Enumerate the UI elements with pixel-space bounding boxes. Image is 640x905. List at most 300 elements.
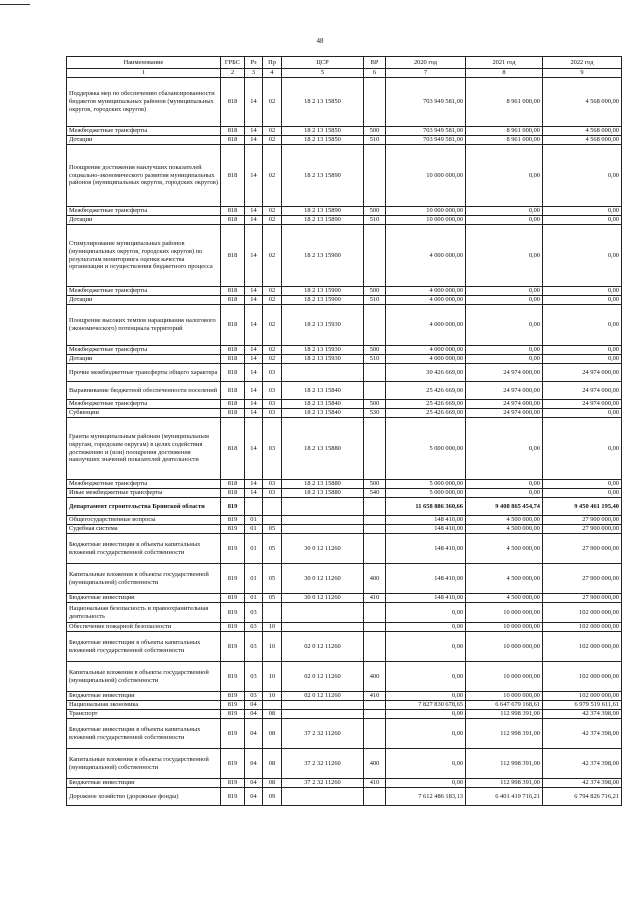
- row-name-cell: Общегосударственные вопросы: [67, 516, 221, 525]
- row-grbs-cell: 818: [221, 225, 245, 287]
- row-csr-cell: 18 2 13 15850: [282, 136, 364, 145]
- row-grbs-cell: 818: [221, 346, 245, 355]
- row-rz-cell: 01: [245, 516, 263, 525]
- row-name-cell: Бюджетные инвестиции в объекты капитальных вложений государственной собственности: [67, 534, 221, 564]
- row-2020-cell: 148 410,00: [386, 534, 466, 564]
- row-rz-cell: 14: [245, 136, 263, 145]
- col-number: 5: [282, 69, 364, 78]
- row-grbs-cell: 818: [221, 78, 245, 127]
- row-vr-cell: [364, 701, 386, 710]
- row-2022-cell: 4 568 000,00: [543, 127, 622, 136]
- row-vr-cell: [364, 498, 386, 516]
- row-2022-cell: 4 568 000,00: [543, 78, 622, 127]
- row-pr-cell: 10: [263, 632, 282, 662]
- row-2020-cell: 4 000 000,00: [386, 287, 466, 296]
- row-vr-cell: [364, 525, 386, 534]
- row-grbs-cell: 818: [221, 305, 245, 346]
- row-name-cell: Межбюджетные трансферты: [67, 287, 221, 296]
- row-csr-cell: 02 0 12 11260: [282, 692, 364, 701]
- table-row: [67, 480, 622, 489]
- row-vr-cell: [364, 145, 386, 207]
- row-vr-cell: [364, 418, 386, 480]
- col-header-2021: 2021 год: [466, 57, 543, 69]
- table-row: [67, 216, 622, 225]
- row-csr-cell: 18 2 13 15900: [282, 287, 364, 296]
- table-row: [67, 78, 622, 127]
- row-csr-cell: 37 2 32 11260: [282, 719, 364, 749]
- row-pr-cell: 05: [263, 525, 282, 534]
- table-row: [67, 534, 622, 564]
- row-2022-cell: 0,00: [543, 145, 622, 207]
- row-name-cell: Департамент строительства Брянской области: [67, 498, 221, 516]
- row-rz-cell: 14: [245, 480, 263, 489]
- row-grbs-cell: 819: [221, 788, 245, 806]
- row-rz-cell: 14: [245, 207, 263, 216]
- row-pr-cell: 02: [263, 346, 282, 355]
- row-pr-cell: 08: [263, 749, 282, 779]
- row-vr-cell: 400: [364, 662, 386, 692]
- row-2020-cell: 703 949 581,00: [386, 136, 466, 145]
- row-vr-cell: 410: [364, 779, 386, 788]
- row-csr-cell: [282, 623, 364, 632]
- row-pr-cell: 10: [263, 662, 282, 692]
- row-name-cell: Обеспечение пожарной безопасности: [67, 623, 221, 632]
- row-csr-cell: 18 2 13 15890: [282, 216, 364, 225]
- row-2020-cell: 11 658 886 360,66: [386, 498, 466, 516]
- row-vr-cell: [364, 632, 386, 662]
- column-number-row: [67, 69, 622, 78]
- row-grbs-cell: 819: [221, 525, 245, 534]
- row-rz-cell: 04: [245, 719, 263, 749]
- row-pr-cell: 10: [263, 692, 282, 701]
- row-vr-cell: 400: [364, 749, 386, 779]
- row-2020-cell: 7 612 486 183,13: [386, 788, 466, 806]
- row-2022-cell: 0,00: [543, 287, 622, 296]
- row-csr-cell: 18 2 13 15900: [282, 225, 364, 287]
- table-row: [67, 662, 622, 692]
- row-rz-cell: 14: [245, 355, 263, 364]
- row-2022-cell: 0,00: [543, 216, 622, 225]
- row-2020-cell: 4 000 000,00: [386, 225, 466, 287]
- budget-table: [66, 56, 622, 806]
- row-name-cell: Бюджетные инвестиции: [67, 692, 221, 701]
- col-number: 4: [263, 69, 282, 78]
- row-2022-cell: 24 974 000,00: [543, 400, 622, 409]
- row-grbs-cell: 818: [221, 489, 245, 498]
- row-grbs-cell: 818: [221, 382, 245, 400]
- row-2020-cell: 4 000 000,00: [386, 296, 466, 305]
- row-2022-cell: 42 374 398,00: [543, 719, 622, 749]
- row-csr-cell: 18 2 13 15840: [282, 382, 364, 400]
- row-2022-cell: 4 568 000,00: [543, 136, 622, 145]
- row-2021-cell: 4 500 000,00: [466, 534, 543, 564]
- row-rz-cell: 03: [245, 623, 263, 632]
- row-grbs-cell: 819: [221, 701, 245, 710]
- row-vr-cell: 500: [364, 400, 386, 409]
- row-csr-cell: 18 2 13 15900: [282, 296, 364, 305]
- row-csr-cell: [282, 516, 364, 525]
- row-2021-cell: 0,00: [466, 287, 543, 296]
- row-2022-cell: 0,00: [543, 225, 622, 287]
- row-grbs-cell: 819: [221, 692, 245, 701]
- row-name-cell: Межбюджетные трансферты: [67, 207, 221, 216]
- row-vr-cell: 400: [364, 564, 386, 594]
- row-name-cell: Дорожное хозяйство (дорожные фонды): [67, 788, 221, 806]
- row-2021-cell: 6 647 679 168,61: [466, 701, 543, 710]
- row-2020-cell: 25 426 669,00: [386, 400, 466, 409]
- row-rz-cell: 03: [245, 632, 263, 662]
- row-csr-cell: 18 2 13 15850: [282, 78, 364, 127]
- row-vr-cell: 510: [364, 216, 386, 225]
- header-row: [67, 57, 622, 69]
- row-pr-cell: [263, 603, 282, 623]
- row-2021-cell: 8 961 000,00: [466, 127, 543, 136]
- col-number: 7: [386, 69, 466, 78]
- row-name-cell: Межбюджетные трансферты: [67, 346, 221, 355]
- row-2021-cell: 10 000 000,00: [466, 692, 543, 701]
- table-row: [67, 409, 622, 418]
- row-2021-cell: 8 961 000,00: [466, 78, 543, 127]
- row-rz-cell: 04: [245, 779, 263, 788]
- row-2022-cell: 0,00: [543, 418, 622, 480]
- row-vr-cell: [364, 719, 386, 749]
- row-2020-cell: 5 000 000,00: [386, 418, 466, 480]
- row-vr-cell: [364, 788, 386, 806]
- row-grbs-cell: 819: [221, 498, 245, 516]
- row-rz-cell: 14: [245, 78, 263, 127]
- row-pr-cell: 03: [263, 480, 282, 489]
- row-name-cell: Транспорт: [67, 710, 221, 719]
- row-rz-cell: 04: [245, 749, 263, 779]
- row-2021-cell: 0,00: [466, 145, 543, 207]
- row-vr-cell: [364, 305, 386, 346]
- row-grbs-cell: 819: [221, 594, 245, 603]
- table-row: [67, 719, 622, 749]
- row-2020-cell: 0,00: [386, 710, 466, 719]
- row-2020-cell: 148 410,00: [386, 525, 466, 534]
- row-rz-cell: 14: [245, 305, 263, 346]
- row-2020-cell: 703 949 581,00: [386, 127, 466, 136]
- table-row: [67, 400, 622, 409]
- table-row: [67, 127, 622, 136]
- row-pr-cell: 03: [263, 364, 282, 382]
- row-rz-cell: 14: [245, 216, 263, 225]
- row-2022-cell: 6 794 826 716,21: [543, 788, 622, 806]
- row-rz-cell: 14: [245, 287, 263, 296]
- row-rz-cell: 14: [245, 382, 263, 400]
- row-grbs-cell: 818: [221, 296, 245, 305]
- row-vr-cell: 500: [364, 207, 386, 216]
- row-2020-cell: 30 426 669,00: [386, 364, 466, 382]
- row-2022-cell: 102 000 000,00: [543, 632, 622, 662]
- row-name-cell: Дотации: [67, 136, 221, 145]
- row-2022-cell: 27 900 000,00: [543, 594, 622, 603]
- row-name-cell: Прочие межбюджетные трансферты общего характера: [67, 364, 221, 382]
- row-rz-cell: 03: [245, 662, 263, 692]
- table-row: [67, 788, 622, 806]
- row-rz-cell: 14: [245, 225, 263, 287]
- row-vr-cell: [364, 534, 386, 564]
- row-pr-cell: 05: [263, 564, 282, 594]
- row-csr-cell: 18 2 13 15840: [282, 400, 364, 409]
- row-csr-cell: [282, 603, 364, 623]
- row-grbs-cell: 819: [221, 623, 245, 632]
- row-2021-cell: 10 000 000,00: [466, 632, 543, 662]
- table-row: [67, 355, 622, 364]
- row-grbs-cell: 818: [221, 480, 245, 489]
- row-2021-cell: 24 974 000,00: [466, 364, 543, 382]
- table-row: [67, 225, 622, 287]
- row-2020-cell: 148 410,00: [386, 594, 466, 603]
- row-2022-cell: 102 000 000,00: [543, 603, 622, 623]
- row-pr-cell: 02: [263, 287, 282, 296]
- row-name-cell: Бюджетные инвестиции в объекты капитальных вложений государственной собственности: [67, 719, 221, 749]
- row-name-cell: Национальная безопасность и правоохранительная деятельность: [67, 603, 221, 623]
- col-header-grbs: ГРБС: [221, 57, 245, 69]
- row-pr-cell: 02: [263, 216, 282, 225]
- row-2021-cell: 4 500 000,00: [466, 516, 543, 525]
- row-2020-cell: 148 410,00: [386, 564, 466, 594]
- row-csr-cell: 18 2 13 15890: [282, 145, 364, 207]
- row-2021-cell: 4 500 000,00: [466, 525, 543, 534]
- row-csr-cell: 30 0 12 11260: [282, 534, 364, 564]
- row-grbs-cell: 819: [221, 719, 245, 749]
- row-grbs-cell: 819: [221, 710, 245, 719]
- row-2020-cell: 10 000 000,00: [386, 145, 466, 207]
- row-grbs-cell: 818: [221, 400, 245, 409]
- row-csr-cell: [282, 701, 364, 710]
- row-pr-cell: 03: [263, 418, 282, 480]
- row-csr-cell: 30 0 12 11260: [282, 594, 364, 603]
- row-2021-cell: 0,00: [466, 207, 543, 216]
- row-grbs-cell: 818: [221, 207, 245, 216]
- row-grbs-cell: 818: [221, 145, 245, 207]
- top-rule: [0, 4, 30, 5]
- row-grbs-cell: 819: [221, 662, 245, 692]
- row-pr-cell: [263, 516, 282, 525]
- row-pr-cell: 02: [263, 127, 282, 136]
- row-name-cell: Иные межбюджетные трансферты: [67, 489, 221, 498]
- row-2021-cell: 0,00: [466, 480, 543, 489]
- table-row: [67, 525, 622, 534]
- row-csr-cell: 18 2 13 15880: [282, 489, 364, 498]
- row-grbs-cell: 819: [221, 749, 245, 779]
- row-pr-cell: 05: [263, 534, 282, 564]
- row-rz-cell: 14: [245, 127, 263, 136]
- row-2020-cell: 0,00: [386, 623, 466, 632]
- row-vr-cell: [364, 603, 386, 623]
- row-rz-cell: 14: [245, 364, 263, 382]
- row-pr-cell: 08: [263, 710, 282, 719]
- row-csr-cell: 18 2 13 15850: [282, 127, 364, 136]
- row-2020-cell: 0,00: [386, 749, 466, 779]
- row-csr-cell: 30 0 12 11260: [282, 564, 364, 594]
- row-2022-cell: 42 374 398,00: [543, 749, 622, 779]
- row-2022-cell: 102 000 000,00: [543, 623, 622, 632]
- row-2021-cell: 112 998 391,00: [466, 710, 543, 719]
- table-row: [67, 516, 622, 525]
- row-grbs-cell: 819: [221, 564, 245, 594]
- row-vr-cell: 500: [364, 346, 386, 355]
- row-vr-cell: [364, 710, 386, 719]
- row-2022-cell: 27 900 000,00: [543, 525, 622, 534]
- col-header-name: Наименование: [67, 57, 221, 69]
- row-grbs-cell: 818: [221, 216, 245, 225]
- row-rz-cell: 04: [245, 701, 263, 710]
- col-header-csr: ЦСР: [282, 57, 364, 69]
- row-vr-cell: 530: [364, 409, 386, 418]
- row-rz-cell: 04: [245, 788, 263, 806]
- row-2020-cell: 4 000 000,00: [386, 346, 466, 355]
- row-2020-cell: 5 000 000,00: [386, 480, 466, 489]
- row-2020-cell: 0,00: [386, 719, 466, 749]
- table-row: [67, 287, 622, 296]
- row-pr-cell: 09: [263, 788, 282, 806]
- row-name-cell: Дотации: [67, 216, 221, 225]
- col-number: 6: [364, 69, 386, 78]
- row-pr-cell: 02: [263, 355, 282, 364]
- table-row: [67, 207, 622, 216]
- row-grbs-cell: 818: [221, 127, 245, 136]
- row-grbs-cell: 819: [221, 534, 245, 564]
- table-row: [67, 296, 622, 305]
- row-pr-cell: 08: [263, 779, 282, 788]
- row-csr-cell: [282, 498, 364, 516]
- row-rz-cell: [245, 498, 263, 516]
- row-2020-cell: 10 000 000,00: [386, 207, 466, 216]
- row-pr-cell: [263, 498, 282, 516]
- row-pr-cell: 03: [263, 489, 282, 498]
- row-rz-cell: 04: [245, 710, 263, 719]
- row-csr-cell: 37 2 32 11260: [282, 779, 364, 788]
- table-row: [67, 603, 622, 623]
- row-2020-cell: 0,00: [386, 779, 466, 788]
- row-2022-cell: 0,00: [543, 346, 622, 355]
- row-vr-cell: [364, 364, 386, 382]
- row-2020-cell: 0,00: [386, 662, 466, 692]
- row-vr-cell: 510: [364, 355, 386, 364]
- row-2022-cell: 27 900 000,00: [543, 534, 622, 564]
- col-number: 9: [543, 69, 622, 78]
- row-rz-cell: 14: [245, 346, 263, 355]
- table-row: [67, 594, 622, 603]
- row-2020-cell: 10 000 000,00: [386, 216, 466, 225]
- row-vr-cell: 510: [364, 296, 386, 305]
- row-name-cell: Выравнивание бюджетной обеспеченности поселений: [67, 382, 221, 400]
- row-2021-cell: 24 974 000,00: [466, 400, 543, 409]
- row-pr-cell: 08: [263, 719, 282, 749]
- row-csr-cell: 18 2 13 15880: [282, 418, 364, 480]
- row-vr-cell: 510: [364, 136, 386, 145]
- table-row: [67, 632, 622, 662]
- row-2022-cell: 27 900 000,00: [543, 564, 622, 594]
- col-header-rz: Рз: [245, 57, 263, 69]
- row-2022-cell: 0,00: [543, 296, 622, 305]
- row-name-cell: Дотации: [67, 355, 221, 364]
- table-row: [67, 749, 622, 779]
- row-2022-cell: 0,00: [543, 409, 622, 418]
- table-row: [67, 710, 622, 719]
- row-rz-cell: 01: [245, 525, 263, 534]
- row-name-cell: Межбюджетные трансферты: [67, 127, 221, 136]
- table-row: [67, 489, 622, 498]
- row-pr-cell: 05: [263, 594, 282, 603]
- col-header-2020: 2020 год: [386, 57, 466, 69]
- row-rz-cell: 14: [245, 145, 263, 207]
- row-name-cell: Капитальные вложения в объекты государственной (муниципальной) собственности: [67, 749, 221, 779]
- table-row: [67, 305, 622, 346]
- row-csr-cell: [282, 710, 364, 719]
- col-number: 1: [67, 69, 221, 78]
- row-csr-cell: 18 2 13 15890: [282, 207, 364, 216]
- row-2020-cell: 5 000 000,00: [386, 489, 466, 498]
- row-2022-cell: 24 974 000,00: [543, 382, 622, 400]
- row-grbs-cell: 818: [221, 287, 245, 296]
- col-number: 3: [245, 69, 263, 78]
- row-csr-cell: [282, 525, 364, 534]
- row-2021-cell: 24 974 000,00: [466, 382, 543, 400]
- row-vr-cell: 500: [364, 480, 386, 489]
- row-rz-cell: 01: [245, 534, 263, 564]
- row-csr-cell: 37 2 32 11260: [282, 749, 364, 779]
- col-header-2022: 2022 год: [543, 57, 622, 69]
- table-row: [67, 136, 622, 145]
- table-row: [67, 418, 622, 480]
- col-header-vr: ВР: [364, 57, 386, 69]
- row-pr-cell: 03: [263, 409, 282, 418]
- table-row: [67, 564, 622, 594]
- row-2021-cell: 112 998 391,00: [466, 749, 543, 779]
- row-name-cell: Дотации: [67, 296, 221, 305]
- row-name-cell: Бюджетные инвестиции: [67, 779, 221, 788]
- row-csr-cell: 18 2 13 15840: [282, 409, 364, 418]
- row-name-cell: Бюджетные инвестиции в объекты капитальных вложений государственной собственности: [67, 632, 221, 662]
- table-row: [67, 145, 622, 207]
- row-2022-cell: 42 374 398,00: [543, 779, 622, 788]
- row-2021-cell: 10 000 000,00: [466, 662, 543, 692]
- row-pr-cell: 10: [263, 623, 282, 632]
- row-2020-cell: 0,00: [386, 692, 466, 701]
- row-2021-cell: 10 000 000,00: [466, 603, 543, 623]
- row-2020-cell: 25 426 669,00: [386, 409, 466, 418]
- row-name-cell: Поощрение достижения наилучших показателей социально-экономического развития муниципальных районов (муниципальных округов, городских округов): [67, 145, 221, 207]
- row-grbs-cell: 818: [221, 364, 245, 382]
- row-2020-cell: 4 000 000,00: [386, 355, 466, 364]
- row-2021-cell: 24 974 000,00: [466, 409, 543, 418]
- row-rz-cell: 03: [245, 692, 263, 701]
- row-pr-cell: 02: [263, 296, 282, 305]
- row-csr-cell: [282, 788, 364, 806]
- row-2022-cell: 0,00: [543, 489, 622, 498]
- row-name-cell: Бюджетные инвестиции: [67, 594, 221, 603]
- row-2022-cell: 24 974 000,00: [543, 364, 622, 382]
- table-row: [67, 692, 622, 701]
- row-grbs-cell: 818: [221, 409, 245, 418]
- row-2021-cell: 112 998 391,00: [466, 719, 543, 749]
- row-2022-cell: 42 374 398,00: [543, 710, 622, 719]
- row-name-cell: Субвенции: [67, 409, 221, 418]
- row-2020-cell: 148 410,00: [386, 516, 466, 525]
- row-2022-cell: 0,00: [543, 480, 622, 489]
- row-2020-cell: 0,00: [386, 603, 466, 623]
- row-csr-cell: 18 2 13 15880: [282, 480, 364, 489]
- row-2020-cell: 4 000 000,00: [386, 305, 466, 346]
- row-name-cell: Межбюджетные трансферты: [67, 480, 221, 489]
- row-grbs-cell: 819: [221, 779, 245, 788]
- row-2022-cell: 9 450 461 195,40: [543, 498, 622, 516]
- row-csr-cell: 18 2 13 15930: [282, 355, 364, 364]
- row-2022-cell: 102 000 000,00: [543, 662, 622, 692]
